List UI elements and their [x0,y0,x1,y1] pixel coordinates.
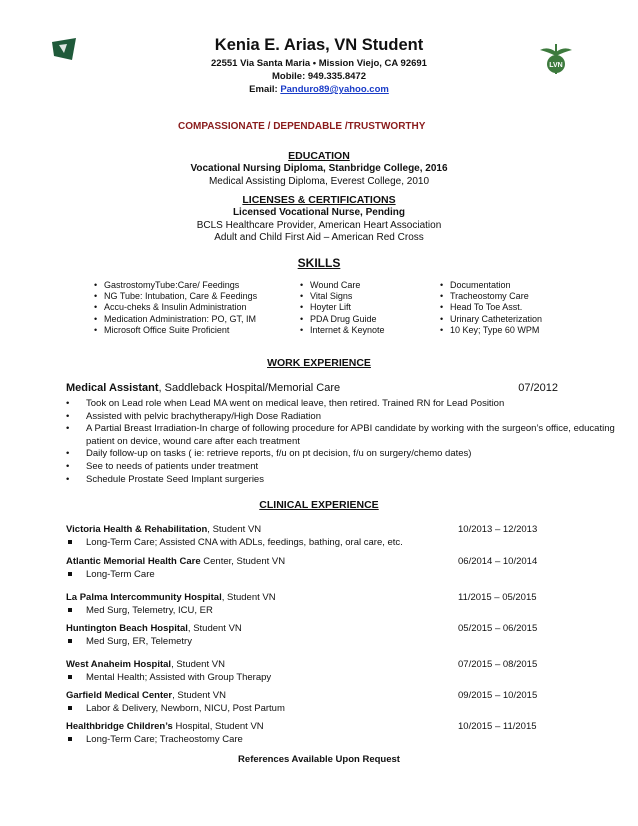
work-employer: , Saddleback Hospital/Memorial Care [158,382,341,394]
skill-item: • Head To Toe Asst. [440,302,542,313]
email-line [0,84,638,95]
email-label: Email: [249,84,278,95]
clinical-detail [66,672,271,683]
skill-item: • Microsoft Office Suite Proficient [94,325,257,336]
clinical-detail-text: Labor & Delivery, Newborn, NICU, Post Partum [86,703,285,714]
clinical-detail [66,636,192,647]
clinical-entry [66,659,546,670]
skill-item: • Hoyter Lift [300,302,385,313]
skill-item: • Vital Signs [300,291,385,302]
clinical-detail [66,703,285,714]
skill-item: • 10 Key; Type 60 WPM [440,325,542,336]
clinical-detail [66,537,403,548]
work-bullet: • Daily follow-up on tasks ( ie: retrieve reports, f/u on pt decision, f/u on surgery/chemo dates) [64,448,624,461]
clinical-org: Huntington Beach Hospital [66,623,188,634]
clinical-role: , Student VN [207,524,262,535]
clinical-date: 09/2015 – 10/2015 [458,690,538,701]
work-bullet: • Took on Lead role when Lead MA went on medical leave, then retired. Trained RN for Lead Position [64,398,624,411]
clinical-org: Healthbridge Children’s [66,721,173,732]
education-heading: EDUCATION [288,150,350,162]
clinical-date: 06/2014 – 10/2014 [458,556,538,567]
clinical-entry [66,592,546,603]
clinical-entry [66,623,546,634]
license-line-2: BCLS Healthcare Provider, American Heart Association [196,220,442,231]
skill-item: • Urinary Catheterization [440,314,542,325]
clinical-detail [66,569,155,580]
clinical-detail-text: Med Surg, ER, Telemetry [86,636,192,647]
clinical-entry [66,690,546,701]
work-bullet: • Assisted with pelvic brachytherapy/High Dose Radiation [64,411,624,424]
clinical-entry [66,721,546,732]
clinical-date: 10/2015 – 11/2015 [458,721,537,732]
clinical-detail [66,605,213,616]
clinical-date: 11/2015 – 05/2015 [458,592,537,603]
clinical-date: 10/2013 – 12/2013 [458,524,538,535]
skills-column-1 [94,280,257,336]
licenses-heading: LICENSES & CERTIFICATIONS [242,194,396,206]
clinical-date: 05/2015 – 06/2015 [458,623,538,634]
clinical-detail-text: Med Surg, Telemetry, ICU, ER [86,605,213,616]
email-link[interactable]: Panduro89@yahoo.com [280,84,389,95]
clinical-role: , Student VN [171,659,225,670]
work-date: 07/2012 [518,382,558,394]
skill-item: • GastrostomyTube:Care/ Feedings [94,280,257,291]
address: 22551 Via Santa Maria • Mission Viejo, CA 92691 [211,58,427,69]
clinical-role: Hospital, Student VN [172,721,264,732]
skill-item: • Medication Administration: PO, GT, IM [94,314,257,325]
skill-item: • Internet & Keynote [300,325,385,336]
work-bullet: • Schedule Prostate Seed Implant surgeries [64,474,624,487]
clinical-role: , Student VN [221,592,276,603]
clinical-detail-text: Mental Health; Assisted with Group Therapy [86,672,272,683]
work-bullet: • A Partial Breast Irradiation-In charge of following procedure for APBI candidate by working with the surgeon’s office, educating patient on device, wound care after each treatment [64,423,624,448]
clinical-role: , Student VN [187,623,242,634]
clinical-detail [66,734,243,745]
references-footer: References Available Upon Request [238,754,400,765]
clinical-entry [66,556,546,567]
clinical-date: 07/2015 – 08/2015 [458,659,538,670]
work-title: Medical Assistant [66,382,159,394]
skill-item: • NG Tube: Intubation, Care & Feedings [94,291,257,302]
clinical-org: Atlantic Memorial Health Care [66,556,201,567]
license-line-3: Adult and Child First Aid – American Red Cross [214,232,424,243]
work-title-row [66,382,558,394]
lvn-logo-text: LVN [549,62,563,69]
skill-item: • PDA Drug Guide [300,314,385,325]
clinical-org: Victoria Health & Rehabilitation [66,524,208,535]
education-line-1: Vocational Nursing Diploma, Stanbridge College, 2016 [190,163,448,174]
skills-heading: SKILLS [297,256,341,270]
clinical-org: Garfield Medical Center [66,690,173,701]
mobile: Mobile: 949.335.8472 [272,71,366,82]
skill-item: • Wound Care [300,280,385,291]
clinical-org: La Palma Intercommunity Hospital [66,592,222,603]
work-bullet: • See to needs of patients under treatment [64,461,624,474]
clinical-role: Center, Student VN [200,556,286,567]
skill-item: • Accu-cheks & Insulin Administration [94,302,257,313]
clinical-detail-text: Long-Term Care [86,569,155,580]
skills-column-2 [300,280,385,336]
tagline: COMPASSIONATE / DEPENDABLE /TRUSTWORTHY [178,121,426,132]
resume-name: Kenia E. Arias, VN Student [214,36,424,54]
clinical-detail-text: Long-Term Care; Tracheostomy Care [86,734,243,745]
work-heading: WORK EXPERIENCE [267,357,371,369]
clinical-entry [66,524,546,535]
clinical-org: West Anaheim Hospital [66,659,172,670]
skills-column-3 [440,280,542,336]
clinical-detail-text: Long-Term Care; Assisted CNA with ADLs, feedings, bathing, oral care, etc. [86,537,403,548]
clinical-role: , Student VN [172,690,226,701]
education-line-2: Medical Assisting Diploma, Everest College, 2010 [208,176,430,187]
skill-item: • Documentation [440,280,542,291]
work-bullets [64,398,624,486]
clinical-heading: CLINICAL EXPERIENCE [259,499,379,511]
license-line-1: Licensed Vocational Nurse, Pending [232,207,406,218]
skill-item: • Tracheostomy Care [440,291,542,302]
